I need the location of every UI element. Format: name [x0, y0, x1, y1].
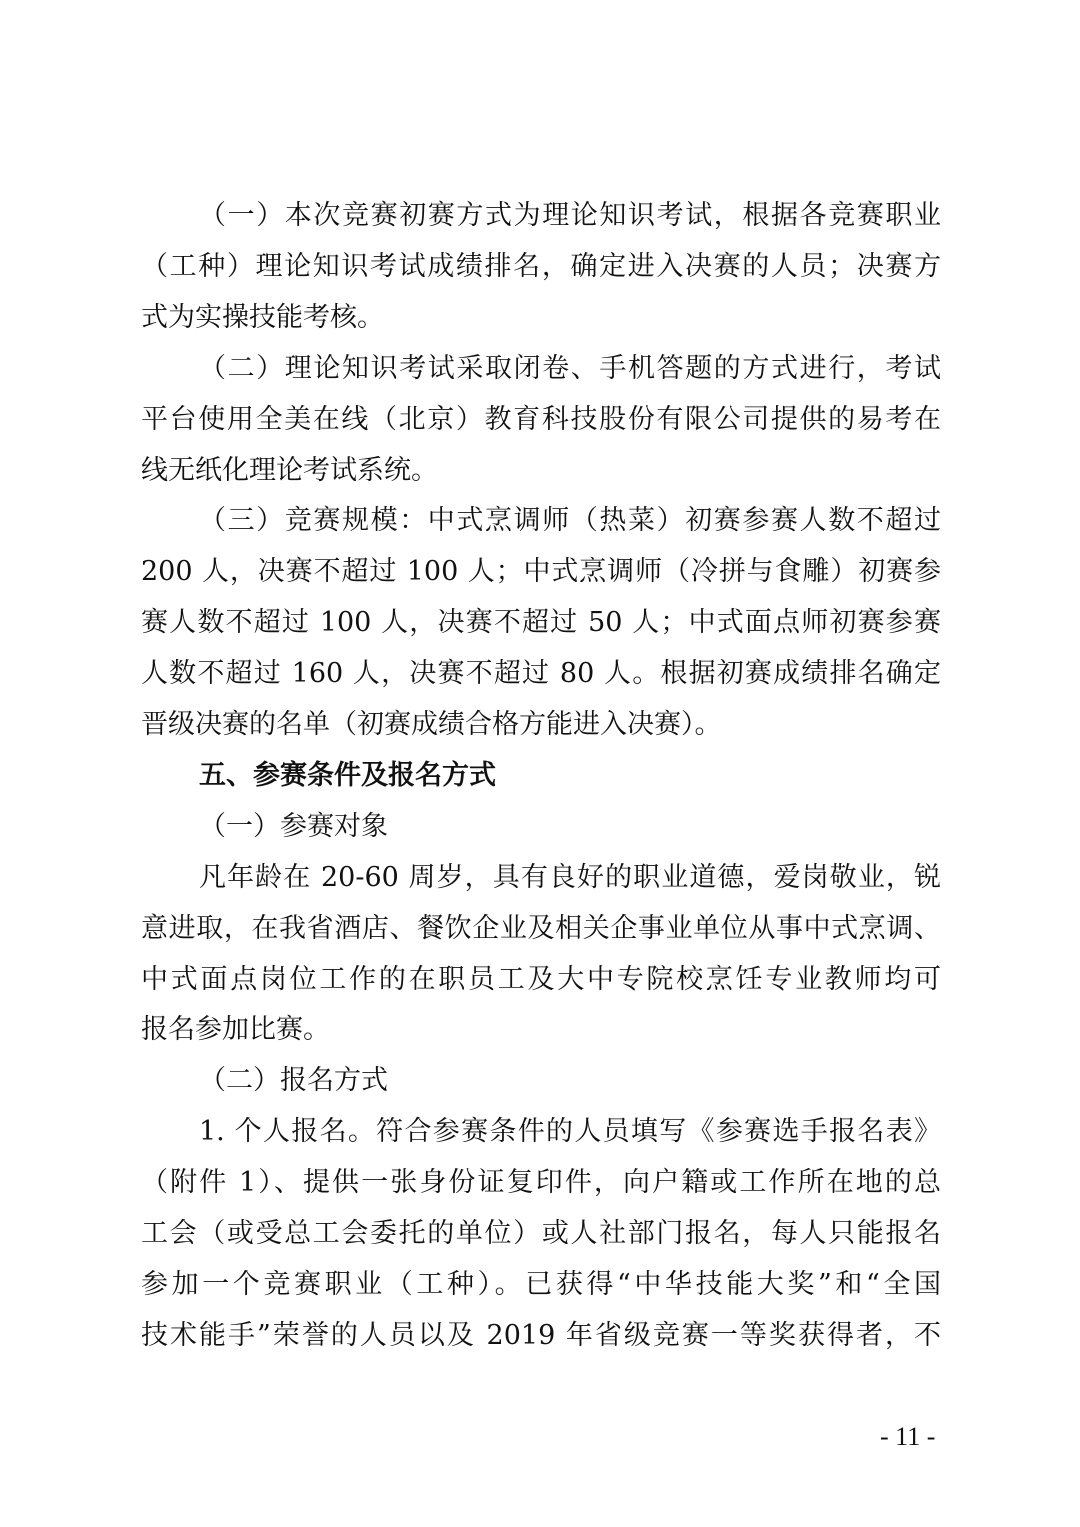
paragraph-line: （三）竞赛规模：中式烹调师（热菜）初赛参赛人数不超过 — [199, 505, 941, 537]
paragraph-line: 晋级决赛的名单（初赛成绩合格方能进入决赛）。 — [141, 709, 722, 740]
paragraph-line: 1. 个人报名。符合参赛条件的人员填写《参赛选手报名表》 — [199, 1116, 941, 1148]
paragraph-line: 报名参加比赛。 — [141, 1014, 330, 1046]
paragraph-line: 意进取，在我省酒店、餐饮企业及相关企事业单位从事中式烹调、 — [141, 912, 941, 944]
paragraph-line: 赛人数不超过 100 人，决赛不超过 50 人；中式面点师初赛参赛 — [141, 607, 941, 639]
paragraph-line: （一）本次竞赛初赛方式为理论知识考试，根据各竞赛职业 — [199, 200, 941, 231]
paragraph-line: 人数不超过 160 人，决赛不超过 80 人。根据初赛成绩排名确定 — [141, 658, 941, 690]
paragraph-line: （二）理论知识考试采取闭卷、手机答题的方式进行，考试 — [199, 352, 941, 384]
subsection-heading: （一）参赛对象 — [199, 810, 388, 842]
subsection-heading: （二）报名方式 — [199, 1065, 388, 1097]
paragraph-line: 线无纸化理论考试系统。 — [141, 454, 438, 486]
paragraph-line: 参加一个竞赛职业（工种）。已获得“中华技能大奖”和“全国 — [141, 1268, 941, 1300]
paragraph-line: 凡年龄在 20-60 周岁，具有良好的职业道德，爱岗敬业，锐 — [199, 861, 941, 893]
paragraph-line: （工种）理论知识考试成绩排名，确定进入决赛的人员；决赛方 — [141, 250, 941, 282]
paragraph-line: 式为实操技能考核。 — [141, 301, 384, 333]
paragraph-line: 工会（或受总工会委托的单位）或人社部门报名，每人只能报名 — [141, 1218, 941, 1249]
paragraph-line: （附件 1）、提供一张身份证复印件，向户籍或工作所在地的总 — [141, 1167, 941, 1199]
paragraph-line: 平台使用全美在线（北京）教育科技股份有限公司提供的易考在 — [141, 403, 941, 435]
page-number: - 11 - — [880, 1422, 936, 1451]
paragraph-line: 200 人，决赛不超过 100 人；中式烹调师（冷拼与食雕）初赛参 — [141, 556, 941, 588]
section-heading: 五、参赛条件及报名方式 — [199, 759, 496, 791]
paragraph-line: 中式面点岗位工作的在职员工及大中专院校烹饪专业教师均可 — [141, 963, 941, 995]
paragraph-line: 技术能手”荣誉的人员以及 2019 年省级竞赛一等奖获得者，不 — [141, 1319, 941, 1351]
